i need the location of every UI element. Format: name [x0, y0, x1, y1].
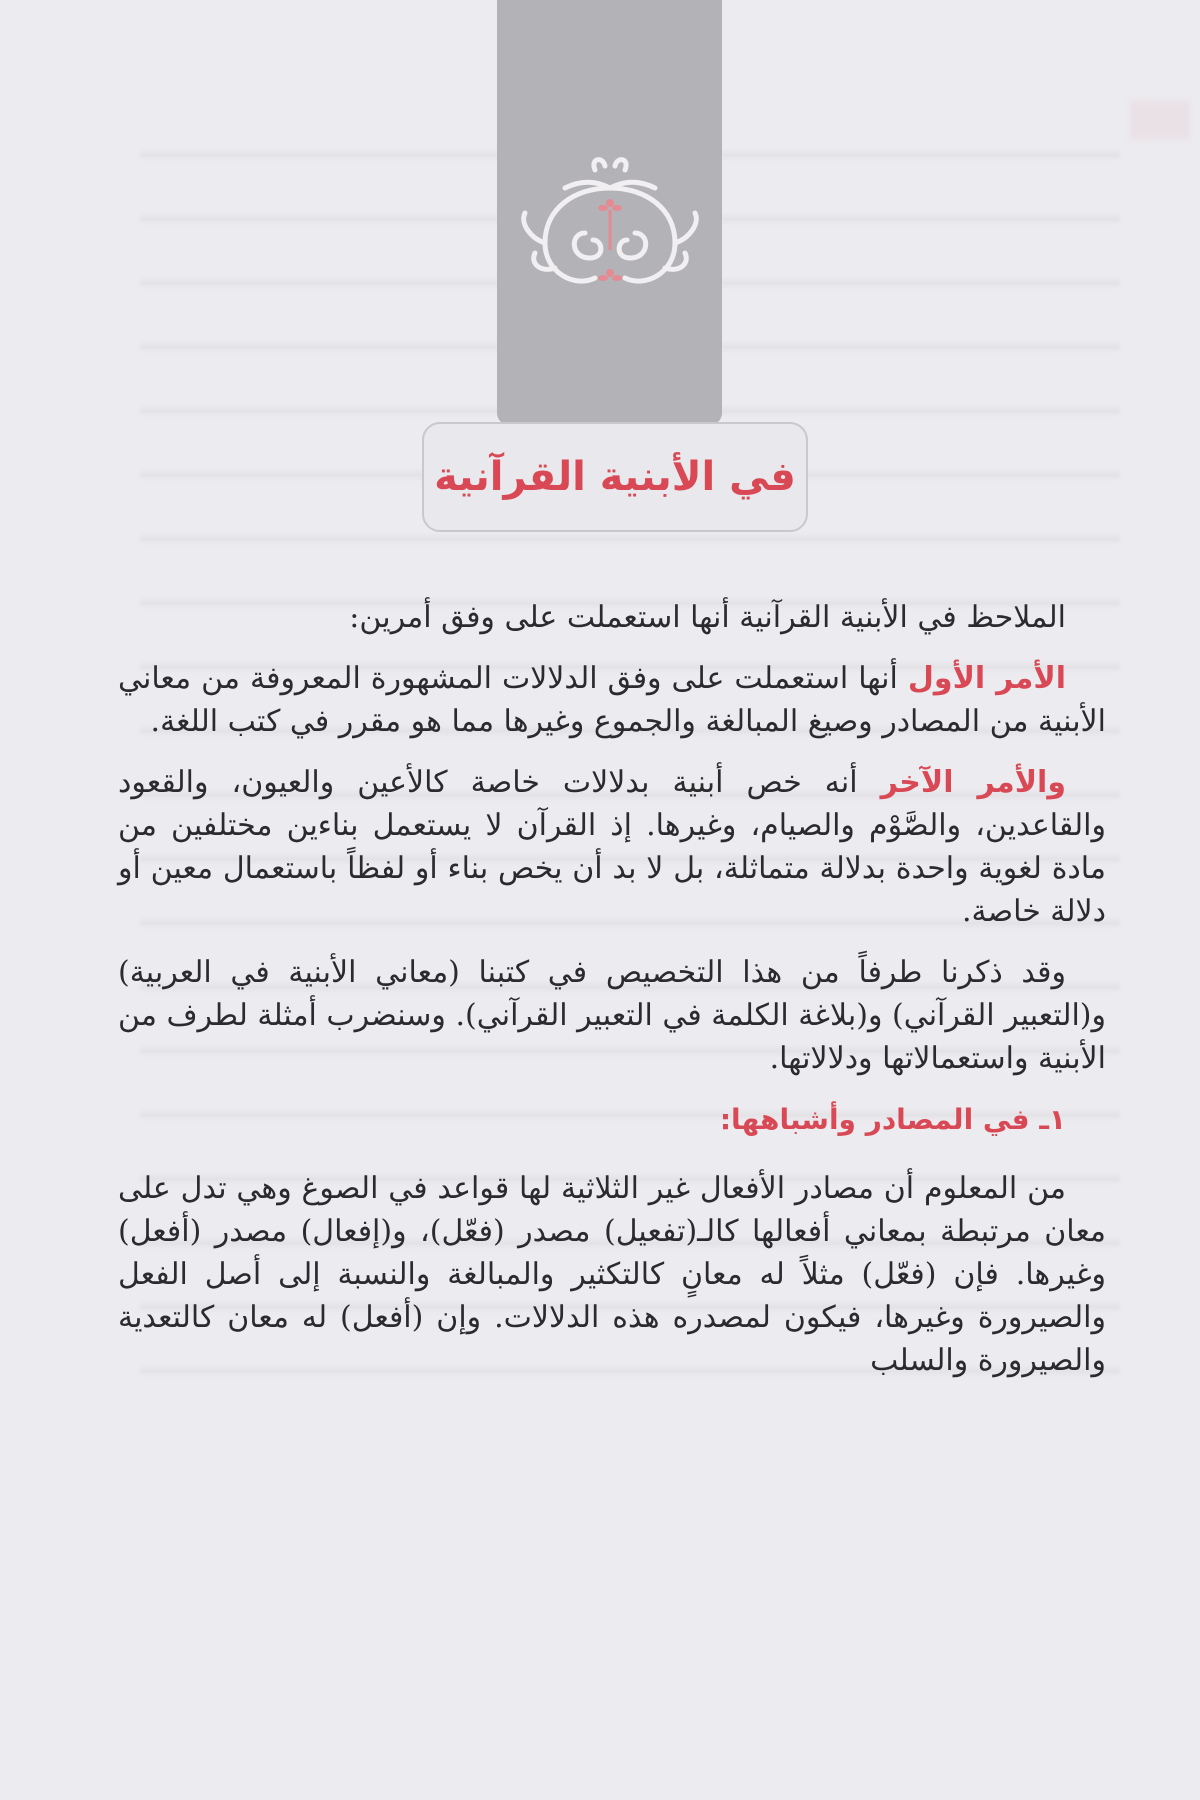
page-body — [118, 596, 1106, 1400]
second-point-paragraph — [118, 761, 1106, 933]
first-point-text: أنها استعملت على وفق الدلالات المشهورة المعروفة من معاني الأبنية من المصادر وصيغ المبالغة والجموع وغيرها مما هو مقرر في كتب اللغة. — [118, 661, 1106, 739]
floral-ornament-icon — [515, 148, 705, 298]
chapter-ornament-panel — [497, 0, 722, 425]
second-point-text: أنه خص أبنية بدلالات خاصة كالأعين والعيون، والقعود والقاعدين، والصَّوْم والصيام، وغيرها. إذ القرآن لا يستعمل بناءين مختلفين من مادة لغوية واحدة بدلالة متماثلة، بل لا بد أن يخص بناء أو لفظاً باستعمال معين أو دلالة خاصة. — [118, 765, 1106, 929]
section-heading-1: ١ـ في المصادر وأشباهها: — [719, 1103, 1066, 1136]
section-1-paragraph: من المعلوم أن مصادر الأفعال غير الثلاثية لها قواعد في الصوغ وهي تدل على معان مرتبطة بمعاني أفعالها كالـ(تفعيل) مصدر (فعّل)، و(إفعال) مصدر (أفعل) وغيرها. فإن (فعّل) مثلاً له معانٍ كالتكثير والمبالغة والنسبة إلى أصل الفعل والصيرورة وغيرها، فيكون لمصدره هذه الدلالات. وإن (أفعل) له معان كالتعدية والصيرورة والسلب — [118, 1171, 1106, 1378]
first-point-paragraph — [118, 657, 1106, 743]
first-point-lead: الأمر الأول — [907, 661, 1066, 696]
chapter-title-box — [422, 422, 808, 532]
references-paragraph: وقد ذكرنا طرفاً من هذا التخصيص في كتبنا (معاني الأبنية في العربية) و(التعبير القرآني) و(بلاغة الكلمة في التعبير القرآني). وسنضرب أمثلة لطرف من الأبنية واستعمالاتها ودلالاتها. — [118, 955, 1106, 1076]
chapter-title: في الأبنية القرآنية — [434, 454, 796, 500]
intro-paragraph: الملاحظ في الأبنية القرآنية أنها استعملت على وفق أمرين: — [349, 600, 1066, 635]
second-point-lead: والأمر الآخر — [880, 765, 1066, 800]
reverse-page-header-show-through — [1130, 100, 1190, 140]
